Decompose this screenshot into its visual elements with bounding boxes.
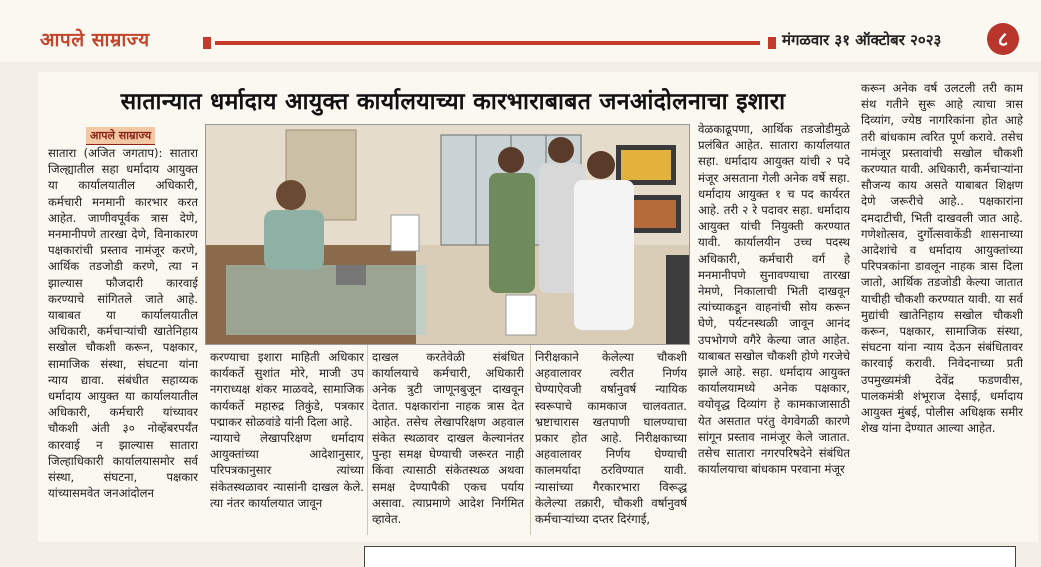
page-number-badge: ८ <box>987 23 1019 55</box>
masthead-rule <box>215 41 760 45</box>
article-column-1: सातारा (अजित जगताप): सातारा जिल्ह्यातील सहा धर्मादाय आयुक्त या कार्यालयातील अधिकारी, कर्मचारी मनमानी कारभार करत आहेत. जाणीवपूर्वक त्रास देणे, मनमानीपणे तारखा देणे, विनाकारण पक्षकारांची प्रस्ताव नामंजूर करणे, आर्थिक तडजोडी करणे, त्या न झाल्यास फौजदारी कारवाई करण्याचे सांगितले जाते आहे. याबाबत या कार्यालयातील अधिकारी, कर्मचाऱ्यांची खातेनिहाय सखोल चौकशी करून, पक्षकार, सामाजिक संस्था, संघटना यांना न्याय द्यावा. संबंधीत सहाय्यक धर्मादाय आयुक्त या कार्यालयातील अधिकारी, कर्मचारी यांच्यावर चौकशी अंती ३० नोव्हेंबरपर्यंत कारवाई न झाल्यास सातारा जिल्हाधिकारी कार्यालयासमोर सर्व संस्था, संघटना, पक्षकार यांच्यासमवेत जनआंदोलन <box>48 146 198 501</box>
article-column-2: करण्याचा इशारा माहिती अधिकार कार्यकर्ते सुशांत मोरे, माजी उप नगराध्यक्ष शंकर माळवदे, सामाजिक कार्यकर्ते महारुद्र तिकुंडे, पत्रकार पद्माकर सोळवांडे यांनी दिला आहे. न्यायाचे लेखापरिक्षण धर्मादाय आयुक्तांच्या आदेशानुसार, परिपत्रकानुसार त्यांच्या संकेतस्थळावर न्यासांनी दाखल केले. त्या नंतर कार्यालयात जावून <box>210 350 364 510</box>
column-divider <box>530 345 531 535</box>
article-byline: आपले साम्राज्य <box>86 127 155 145</box>
article-column-3: दाखल करतेवेळी संबंधित कार्यालयाचे कर्मचारी, अधिकारी अनेक त्रुटी जाणूनबुजून दाखवून देतात. पक्षकारांना नाहक त्रास देत आहेत. तसेच लेखापरिक्षण अहवाल संकेत स्थळावर दाखल केल्यानंतर पुन्हा समक्ष घेण्याची जरूरत नाही किंवा त्यासाठी संकेतस्थळ अथवा समक्ष देण्यापैकी एकच पर्याय असावा. त्याप्रमाणे आदेश निर्गमित व्हावेत. <box>372 350 524 527</box>
news-photo <box>205 124 690 345</box>
article-headline: सातान्यात धर्मादाय आयुक्त कार्यालयाच्या कारभाराबाबत जनआंदोलनाचा इशारा <box>120 88 786 115</box>
article-column-4: निरीक्षकाने केलेल्या चौकशी अहवालावर त्वरीत निर्णय घेण्याऐवजी वर्षानुवर्ष न्यायिक स्वरूपाचे कामकाज चालवतात. भ्रष्टाचारास खतपाणी घालण्याचा प्रकार होत आहे. निरीक्षकाच्या अहवालावर निर्णय घेण्याची कालमर्यादा ठरविण्यात यावी. न्यासांच्या गैरकारभारा विरूद्ध केलेल्या तक्रारी, चौकशी वर्षानुवर्ष कर्मचाऱ्यांच्या दप्तर दिरंगाई, <box>535 350 687 527</box>
article-column-5: वेळकाढूपणा, आर्थिक तडजोडीमुळे प्रलंबित आहेत. सातारा कार्यालयात सहा. धर्मादाय आयुक्त यांची २ पदे मंजूर असताना गेली अनेक वर्षे सहा. धर्मादाय आयुक्त १ च पद कार्यरत आहे. तरी २ रे पदावर सहा. धर्मादाय आयुक्त यांची नियुक्ती करण्यात यावी. कार्यालयीन उच्च पदस्थ अधिकारी, कर्मचारी वर्ग हे मनमानीपणे सुनावण्याचा तारखा नेमणे, निकालाची भिती दाखवून त्यांच्याकडून वाहनांची सोय करून घेणे, पर्यटनस्थळी जावून आनंद उपभोगणे वगैरे केल्या जात आहेत. याबाबत सखोल चौकशी होणे गरजेचे झाले आहे. सहा. धर्मादाय आयुक्त कार्यालयामध्ये अनेक पक्षकार, वयोवृद्ध दिव्यांग हे कामकाजासाठी येत असतात परंतु वेगवेगळी कारणे सांगून प्रस्ताव नामंजूर केले जातात. तसेच सातारा नगरपरिषदेने संबंधित कार्यालयाचा बांधकाम परवाना मंजूर <box>698 122 850 477</box>
newspaper-brand: आपले साम्राज्य <box>40 29 150 51</box>
news-photo-illustration <box>206 125 689 344</box>
article-column-6: करून अनेक वर्ष उलटली तरी काम संथ गतीने सुरू आहे त्याचा त्रास दिव्यांग, ज्येष्ठ नागरिकांना होत आहे तरी बांधकाम त्वरित पूर्ण करावे. तसेच नामंजूर प्रस्तावांची सखोल चौकशी करण्यात यावी. अधिकारी, कर्मचाऱ्यांना सौजन्य काय असते याबाबत शिक्षण देणे जरूरीचे आहे.. पक्षकारांना दमदाटीची, भिती दाखवली जात आहे. गणेशोत्सव, दुर्गोत्सवाकेंडी शासनाच्या आदेशांचे व धर्मादाय आयुक्तांच्या परिपत्रकांना डावलून नाहक त्रास दिला जातो, आर्थिक तडजोडी केल्या जातात याचीही चौकशी करण्यात यावी. या सर्व मुद्यांची खातेनिहाय सखोल चौकशी करून, पक्षकार, सामाजिक संस्था, संघटना यांना न्याय देऊन संबंधितावर कारवाई करावी. निवेदनाच्या प्रती उपमुख्यमंत्री देवेंद्र फडणवीस, पालकमंत्री शंभूराज देसाई, धर्मादाय आयुक्त मुंबई, पोलीस अधिक्षक समीर शेख यांना देण्यात आल्या आहेत. <box>861 81 1023 436</box>
issue-date: मंगळवार ३१ ऑक्टोबर २०२३ <box>782 31 942 49</box>
masthead-rule-cap-left <box>203 37 211 49</box>
masthead-rule-cap-right <box>768 37 776 49</box>
column-divider <box>367 345 368 535</box>
